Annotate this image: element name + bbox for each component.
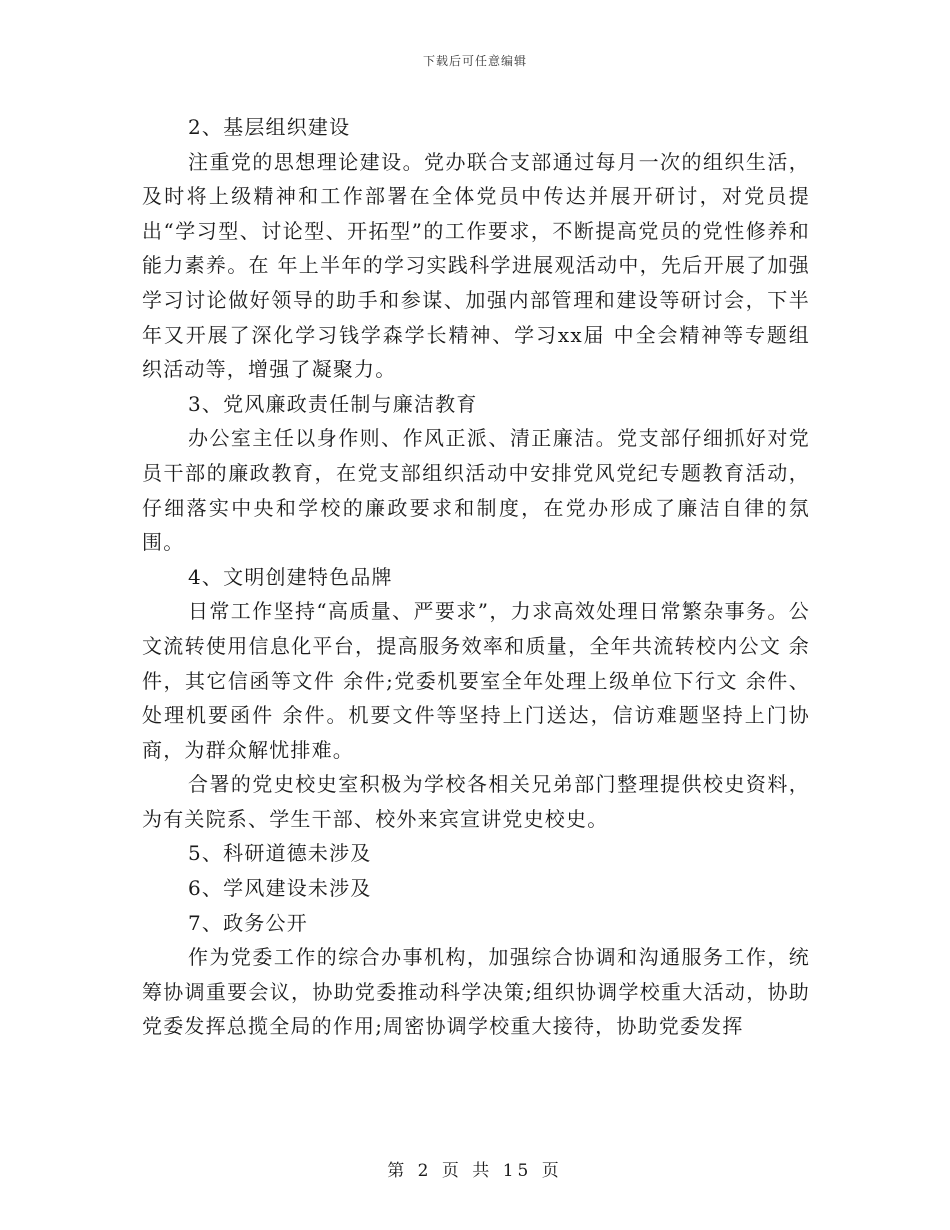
paragraph-integrity: 办公室主任以身作则、作风正派、清正廉洁。党支部仔细抓好对党员干部的廉政教育，在党支部组织活动中安排党风党纪专题教育活动，仔细落实中央和学校的廉政要求和制度，在党办形成了廉洁自律的氛围。 bbox=[142, 426, 810, 555]
section-heading-5: 5、科研道德未涉及 bbox=[188, 841, 372, 866]
section-heading-3: 3、党风廉政责任制与廉洁教育 bbox=[188, 391, 478, 416]
paragraph-organization: 注重党的思想理论建设。党办联合支部通过每月一次的组织生活，及时将上级精神和工作部署在全体党员中传达并展开研讨，对党员提出“学习型、讨论型、开拓型”的工作要求，不断提高党员的党性修养和能力素养。在 年上半年的学习实践科学进展观活动中，先后开展了加强学习讨论做好领导的助手和参谋、加强内部管理和建设等研讨会，下半年又开展了深化学习钱学森学长精神、学习xx届 中全会精神等专题组织活动等，增强了凝聚力。 bbox=[142, 149, 810, 382]
document-body bbox=[142, 110, 810, 1044]
paragraph-daily-work: 日常工作坚持“高质量、严要求”，力求高效处理日常繁杂事务。公文流转使用信息化平台，提高服务效率和质量，全年共流转校内公文 余件，其它信函等文件 余件;党委机要室全年处理上级单位下行文 余件、处理机要函件 余件。机要文件等坚持上门送达，信访难题坚持上门协商，为群众解忧排难。 bbox=[142, 599, 810, 762]
section-heading-7: 7、政务公开 bbox=[188, 910, 308, 935]
paragraph-history-office: 合署的党史校史室积极为学校各相关兄弟部门整理提供校史资料，为有关院系、学生干部、校外来宾宣讲党史校史。 bbox=[142, 772, 810, 831]
header-note: 下载后可任意编辑 bbox=[422, 54, 527, 68]
section-heading-6: 6、学风建设未涉及 bbox=[188, 876, 372, 901]
section-heading-4: 4、文明创建特色品牌 bbox=[188, 564, 393, 589]
page-number: 第 2 页 共 15 页 bbox=[387, 1161, 563, 1181]
paragraph-public-affairs: 作为党委工作的综合办事机构，加强综合协调和沟通服务工作，统筹协调重要会议，协助党委推动科学决策;组织协调学校重大活动，协助党委发挥总揽全局的作用;周密协调学校重大接待，协助党委发挥 bbox=[142, 945, 810, 1039]
section-heading-2: 2、基层组织建设 bbox=[188, 115, 351, 139]
